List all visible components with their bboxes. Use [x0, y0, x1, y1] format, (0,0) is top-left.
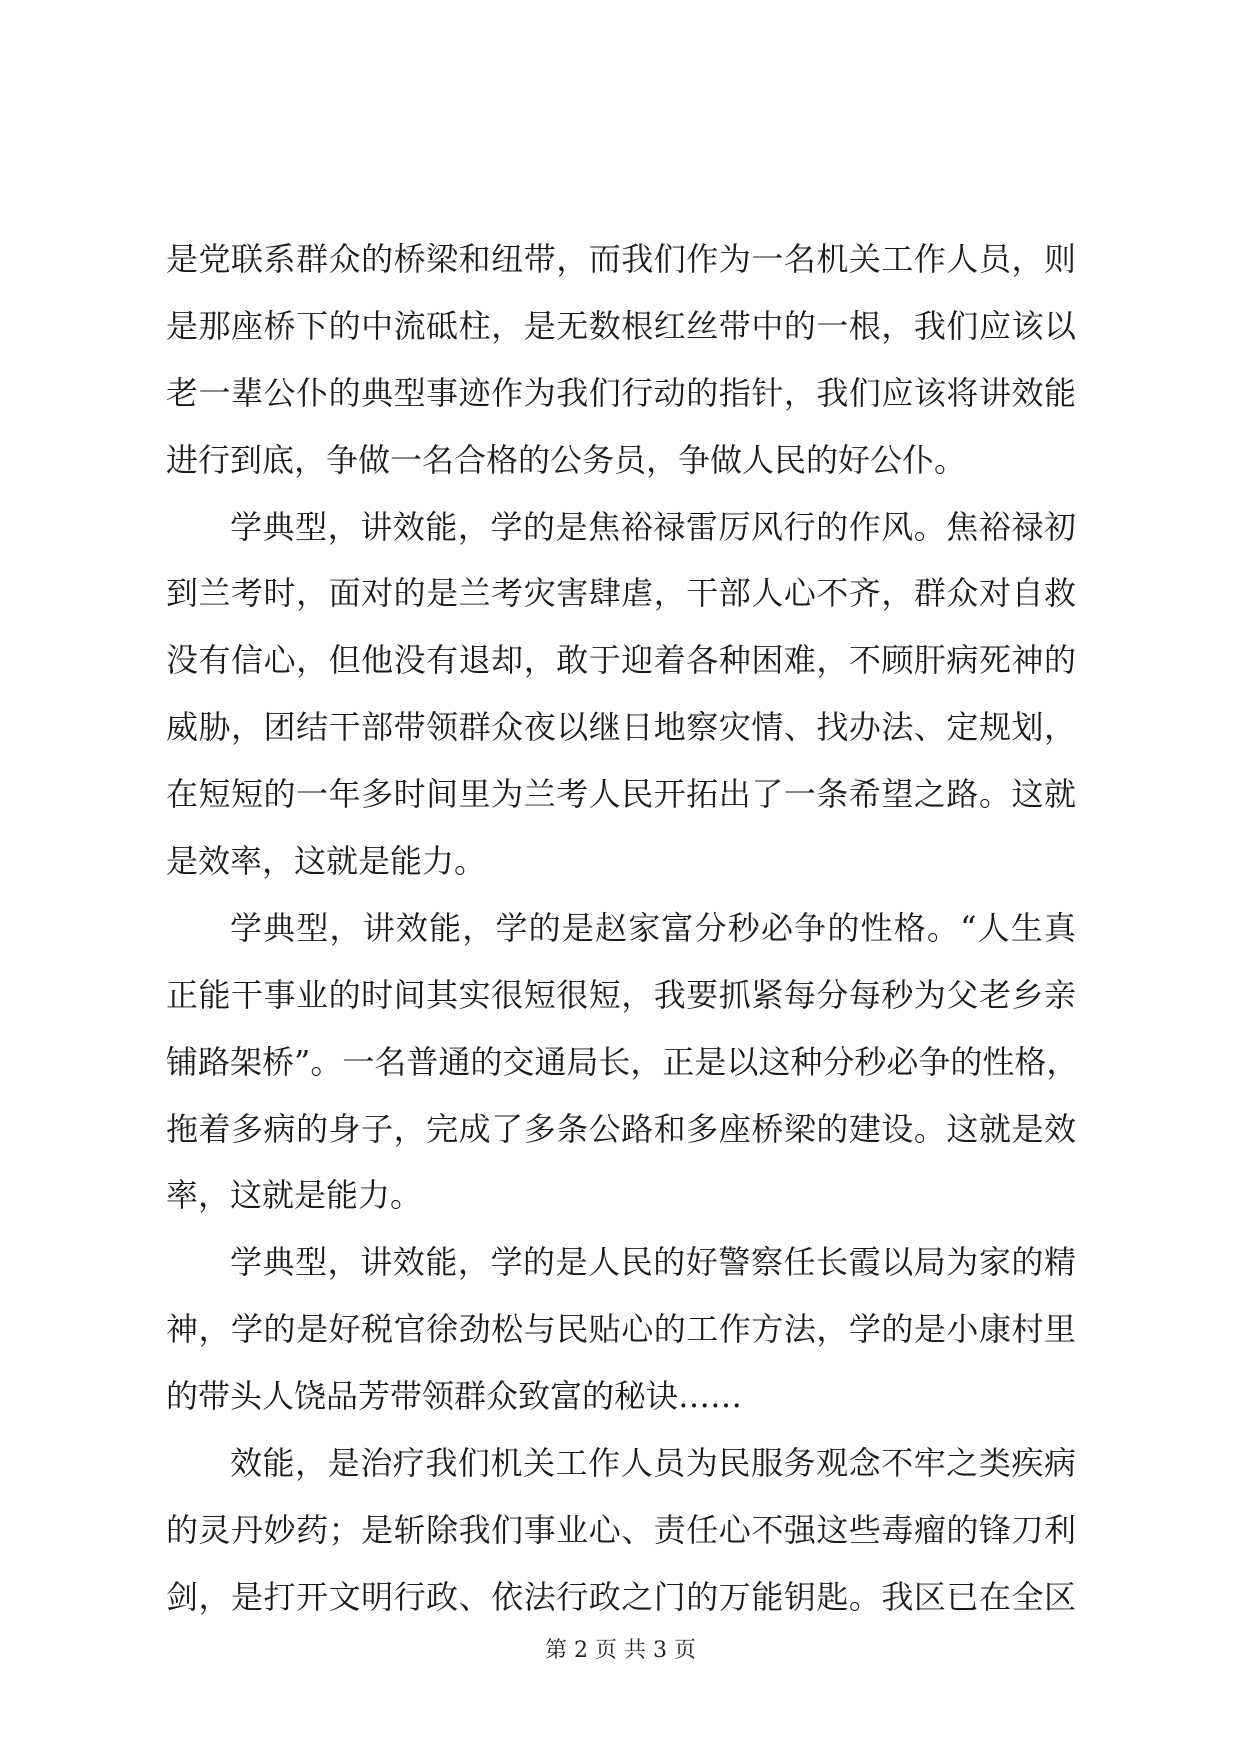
text-line: 没有信心，但他没有退却，敢于迎着各种困难，不顾肝病死神的 — [166, 641, 1076, 680]
text-line: 神，学的是好税官徐劲松与民贴心的工作方法，学的是小康村里 — [166, 1310, 1076, 1349]
text-line: 威胁，团结干部带领群众夜以继日地察灾情、找办法、定规划， — [166, 708, 1076, 747]
text-line: 到兰考时，面对的是兰考灾害肆虐，干部人心不齐，群众对自救 — [166, 574, 1076, 613]
text-line: 是效率，这就是能力。 — [166, 842, 487, 881]
paragraph-first-line: 学典型，讲效能，学的是焦裕禄雷厉风行的作风。焦裕禄初 — [230, 507, 1076, 546]
text-line: 铺路架桥”。一名普通的交通局长，正是以这种分秒必争的性格， — [166, 1042, 1079, 1081]
text-line: 是党联系群众的桥梁和纽带，而我们作为一名机关工作人员，则 — [166, 240, 1076, 278]
paragraph-first-line: 学典型，讲效能，学的是人民的好警察任长霞以局为家的精 — [230, 1243, 1076, 1282]
text-line: 率，这就是能力。 — [166, 1176, 423, 1215]
paragraph-first-line: 学典型，讲效能，学的是赵家富分秒必争的性格。“人生真 — [230, 908, 1076, 947]
text-line: 拖着多病的身子，完成了多条公路和多座桥梁的建设。这就是效 — [166, 1109, 1076, 1148]
text-line: 的灵丹妙药；是斩除我们事业心、责任心不强这些毒瘤的锋刀利 — [166, 1510, 1076, 1549]
page-number-footer: 第 2 页 共 3 页 — [545, 1638, 696, 1663]
text-line: 进行到底，争做一名合格的公务员，争做人民的好公仆。 — [166, 440, 967, 479]
text-line: 剑，是打开文明行政、依法行政之门的万能钥匙。我区已在全区 — [166, 1577, 1076, 1616]
paragraph-first-line: 效能，是治疗我们机关工作人员为民服务观念不牢之类疾病 — [230, 1444, 1076, 1483]
text-line: 正能干事业的时间其实很短很短，我要抓紧每分每秒为父老乡亲 — [166, 975, 1076, 1014]
text-line: 在短短的一年多时间里为兰考人民开拓出了一条希望之路。这就 — [166, 775, 1076, 814]
text-line: 是那座桥下的中流砥柱，是无数根红丝带中的一根，我们应该以 — [166, 306, 1076, 345]
body-text — [166, 226, 1079, 1631]
text-line: 老一辈公仆的典型事迹作为我们行动的指针，我们应该将讲效能 — [166, 373, 1076, 412]
text-line: 的带头人饶品芳带领群众致富的秘诀…… — [166, 1377, 743, 1416]
